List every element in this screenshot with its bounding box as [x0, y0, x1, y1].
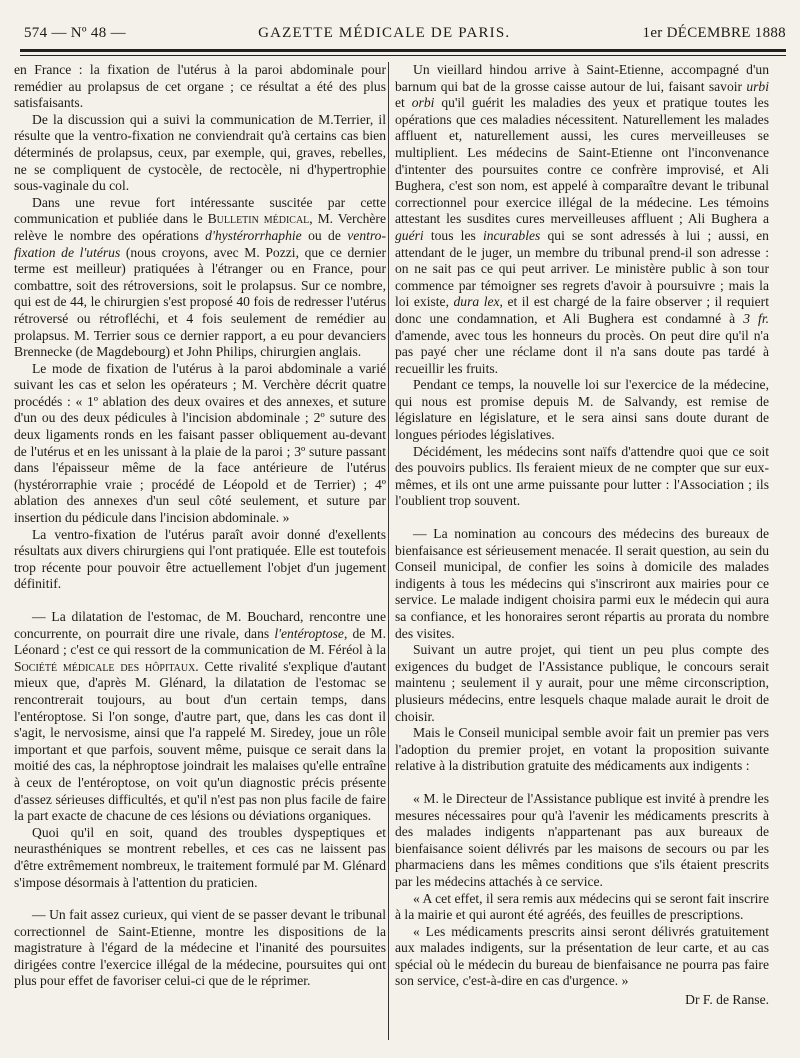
paragraph: Mais le Conseil municipal semble avoir fait un premier pas vers l'adoption du premier projet, en votant la proposition suivante relative à la distribution gratuite des médicaments aux indigents : [395, 725, 769, 774]
paragraph: De la discussion qui a suivi la communication de M.Terrier, il résulte que la ventro-fixation ne conviendrait qu'à certains cas bien déterminés de prolapsus, ceux, par exemple, qui, graves, rebelles, ne se compliquent de cystocèle, de rectocèle, ni d'hypertrophie sous-vaginale du col. [14, 111, 386, 194]
paragraph: Quoi qu'il en soit, quand des troubles dyspeptiques et neurasthéniques se montrent rebelles, et ces cas ne laissent pas d'être extrêmement nombreux, le traitement formulé par M. Glénard s'impose désormais à l'attention du praticien. [14, 824, 386, 890]
paragraph: — La nomination au concours des médecins des bureaux de bienfaisance est sérieusement menacée. Il serait question, au sein du Conseil municipal, de confier les soins à domicile des malades indigents à tous les médecins qui s'inscriront aux mairies pour ce service. Le malade indigent choisira parmi eux le médecin qui aura sa confiance, et les honoraires seront répartis au prorata du nombre des visites. [395, 526, 769, 641]
header-rule-thin [20, 55, 786, 56]
journal-reference: Bulletin médical [207, 211, 310, 227]
journal-title: GAZETTE MÉDICALE DE PARIS. [258, 24, 511, 41]
column-divider [388, 62, 389, 1040]
quoted-paragraph: « M. le Directeur de l'Assistance publique est invité à prendre les mesures nécessaires pour qu'à l'avenir les médicaments prescrits à des malades indigents n'appartenant pas aux bureaux de bienfaisance soient délivrés par les maisons de secours ou par les pharmaciens dans les mêmes conditions que s'ils étaient prescrits par les médecins attachés à ce service. [395, 790, 769, 889]
author-signature: Dr F. de Ranse. [685, 992, 769, 1008]
issue-date: 1er DÉCEMBRE 1888 [642, 24, 786, 41]
paragraph: Décidément, les médecins sont naïfs d'attendre quoi que ce soit des pouvoirs publics. Ils feraient mieux de ne compter que sur eux-mêmes, et ils ont une arme puissante pour lutter : l'Association ; ils l'oublient trop souvent. [395, 443, 769, 509]
paragraph: Dans une revue fort intéressante suscitée par cette communication et publiée dans le Bulletin médical, M. Verchère relève le nombre des opérations d'hystérorrhaphie ou de ventro-fixation de l'utérus (nous croyons, avec M. Pozzi, que ce dernier terme est meilleur) pratiquées à l'étranger ou en France, pour combattre, soit des rétroversions, soit le prolapsus. Sur ce nombre, qui est de 44, le chirurgien s'est proposé 40 fois de redresser l'utérus rétroversé ou rétrofléchi, et 4 fois seulement de remédier au prolapsus. M. Terrier sous ce dernier rapport, a eu pour devanciers Brennecke (de Magdebourg) et John Philips, chirurgien anglais. [14, 194, 386, 360]
society-reference: Société médicale des hôpitaux [14, 658, 196, 674]
paragraph: Le mode de fixation de l'utérus à la paroi abdominale a varié suivant les cas et selon les opérateurs ; M. Verchère décrit quatre procédés : « 1º ablation des deux ovaires et des annexes, et suture d'un ou des deux pédicules à l'incision abdominale ; 2º suture des deux ligaments ronds en les faisant passer obliquement au-devant de l'utérus et en les unissant à la plaie de la paroi ; 3º suture passant dans l'épaisseur même de la face antérieure de l'utérus (hystérorraphie vraie ; procédé de Léopold et de Terrier) ; 4º ablation des annexes d'un seul côté seulement, et suture par insertion du pédicule dans l'incision abdominale. » [14, 360, 386, 526]
header-rule-thick [20, 49, 786, 52]
paragraph: Suivant un autre projet, qui tient un peu plus compte des exigences du budget de l'Assistance publique, le concours serait maintenu ; seulement il y aurait, pour une même circonscription, plusieurs médecins, entre lesquels chaque malade aurait le droit de choisir. [395, 642, 769, 724]
paragraph: Pendant ce temps, la nouvelle loi sur l'exercice de la médecine, qui nous est promise depuis M. de Salvandy, est remise de législature en législature, et le sera ainsi sans doute durant de longues périodes législatives. [395, 377, 769, 443]
left-column [14, 62, 386, 1042]
paragraph: La ventro-fixation de l'utérus paraît avoir donné d'exellents résultats aux divers chirurgiens qui l'ont pratiquée. Elle est toutefois trop récente pour pouvoir être actuellement l'objet d'un jugement définitif. [14, 526, 386, 592]
page-number: 574 — Nº 48 — [24, 24, 126, 41]
quoted-paragraph: « A cet effet, il sera remis aux médecins qui se seront fait inscrire à la mairie et qui auront été agréés, des feuilles de prescriptions. [395, 890, 769, 923]
right-column [395, 62, 769, 1042]
page-header [24, 18, 786, 48]
paragraph: en France : la fixation de l'utérus à la paroi abdominale pour remédier au prolapsus de cet organe ; ce résultat a été des plus satisfaisants. [14, 62, 386, 111]
quoted-paragraph: « Les médicaments prescrits ainsi seront délivrés gratuitement aux malades indigents, sur la présentation de leur carte, et au cas spécial où le médecin du bureau de bienfaisance ne pourra pas faire son service, c'est-à-dire en cas d'urgence. » [395, 923, 769, 989]
paragraph: — Un fait assez curieux, qui vient de se passer devant le tribunal correctionnel de Saint-Etienne, montre les dispositions de la magistrature à l'égard de la médecine et l'inanité des poursuites dirigées contre l'exercice illégal de la médecine, poursuites qui ont plus pour effet de favoriser celui-ci que de le réprimer. [14, 907, 386, 989]
paragraph: Un vieillard hindou arrive à Saint-Etienne, accompagné d'un barnum qui bat de la grosse caisse autour de lui, faisant savoir urbi et orbi qu'il guérit les maladies des yeux et pratique toutes les opérations que ces maladies nécessitent. Naturellement les malades affluent et, naturellement aussi, les cures merveilleuses se multiplient. Les médecins de Saint-Etienne ont l'inconvenance d'intenter des poursuites contre ce confrère improvisé, et Ali Bughera, c'est son nom, est appelé à comparaître devant le tribunal correctionnel pour exercice illégal de la médecine. Les témoins attestant les susdites cures merveilleuses affluent ; Ali Bughera a guéri tous les incurables qui se sont adressés à lui ; aussi, en attendant de le juger, un membre du tribunal prend-il son adresse : on ne sait pas ce qui peut arriver. Le ministère public à son tour commence par témoigner ses regrets d'avoir à poursuivre ; mais la loi existe, dura lex, et il est chargé de la faire observer ; il requiert donc une condamnation, et Ali Bughera est condamné à 3 fr. d'amende, avec tous les honneurs du procès. On peut dire qu'il n'a pas payé cher une réclame dont il n'a sans doute pas tardé à recueillir les fruits. [395, 62, 769, 376]
paragraph: — La dilatation de l'estomac, de M. Bouchard, rencontre une concurrente, on pourrait dire une rivale, dans l'entéroptose, de M. Léonard ; c'est ce qui ressort de la communication de M. Féréol à la Société médicale des hôpitaux. Cette rivalité s'explique d'autant mieux que, d'après M. Glénard, la dilatation de l'estomac se rencontrerait toujours, au bout d'un certain temps, dans l'entéroptose. Si l'on songe, d'autre part, que, dans les cas dont il s'agit, le nervosisme, ainsi que l'a rappelé M. Siredey, joue un rôle important et que parfois, souvent même, puisque ce serait dans la moitié des cas, la néphroptose joindrait les malaises qu'elle entraîne à ceux de l'entéroptose, on voit qu'un diagnostic précis présente d'assez sérieuses difficultés, et qu'il n'est pas non plus facile de faire la part exacte de chacune de ces lésions ou déviations organiques. [14, 609, 386, 824]
